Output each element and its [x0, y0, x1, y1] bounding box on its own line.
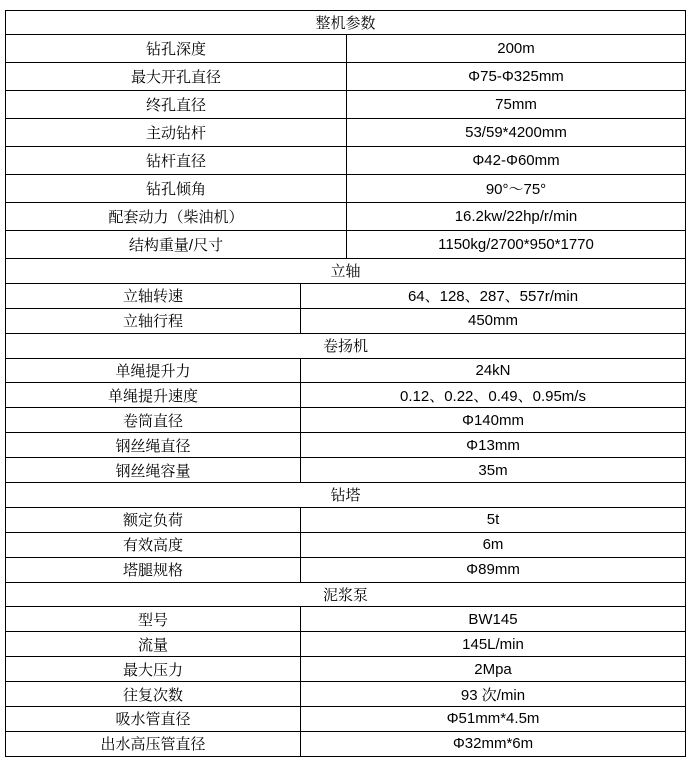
- section-title: 泥浆泵: [322, 587, 368, 605]
- param-value: Φ75-Φ325mm: [468, 68, 564, 85]
- param-value: Φ140mm: [462, 411, 524, 429]
- param-label: 有效高度: [6, 533, 301, 557]
- table-row: [6, 606, 685, 631]
- param-label: 终孔直径: [6, 91, 347, 118]
- param-label: 钢丝绳容量: [6, 458, 301, 482]
- table-row: [6, 706, 685, 731]
- param-value: Φ89mm: [466, 561, 520, 579]
- param-value: 64、128、287、557r/min: [407, 288, 579, 306]
- table-row: [6, 407, 685, 432]
- param-value: 93 次/min: [460, 686, 526, 704]
- table-row: [6, 631, 685, 656]
- param-label: 最大开孔直径: [6, 63, 347, 90]
- param-value: Φ32mm*6m: [452, 735, 534, 753]
- section-header-row: [6, 582, 685, 607]
- param-label: 流量: [6, 632, 301, 656]
- param-label: 吸水管直径: [6, 707, 301, 731]
- param-label: 单绳提升力: [6, 359, 301, 383]
- table-title-row: [6, 11, 685, 34]
- table-row: [6, 34, 685, 62]
- section-title: 立轴: [330, 263, 361, 281]
- section-title: 卷扬机: [322, 338, 368, 356]
- param-label: 单绳提升速度: [6, 383, 301, 407]
- table-row: [6, 457, 685, 482]
- section-header-row: [6, 333, 685, 358]
- param-value: Φ51mm*4.5m: [446, 710, 540, 728]
- param-label: 钢丝绳直径: [6, 433, 301, 457]
- param-value: 2Mpa: [474, 660, 512, 678]
- table-row: [6, 681, 685, 706]
- param-label: 额定负荷: [6, 508, 301, 532]
- param-label: 出水高压管直径: [6, 732, 301, 756]
- param-value: 16.2kw/22hp/r/min: [454, 208, 578, 225]
- param-label: 钻杆直径: [6, 147, 347, 174]
- table-row: [6, 507, 685, 532]
- param-value: 450mm: [467, 312, 519, 330]
- param-label: 钻孔倾角: [6, 175, 347, 202]
- param-label: 钻孔深度: [6, 35, 347, 62]
- table-row: [6, 230, 685, 258]
- param-value: 1150kg/2700*950*1770: [438, 236, 594, 253]
- param-value: 75mm: [495, 96, 537, 113]
- table-row: [6, 557, 685, 582]
- param-label: 立轴转速: [6, 284, 301, 308]
- section-title: 钻塔: [330, 487, 361, 505]
- param-label: 结构重量/尺寸: [6, 231, 347, 258]
- param-value: 0.12、0.22、0.49、0.95m/s: [400, 387, 586, 405]
- param-value: 5t: [486, 511, 500, 529]
- table-row: [6, 432, 685, 457]
- section-header-row: [6, 258, 685, 283]
- table-row: [6, 308, 685, 333]
- param-value: Φ13mm: [466, 436, 520, 454]
- param-value: 35m: [478, 461, 508, 479]
- param-label: 型号: [6, 607, 301, 631]
- param-value: 6m: [482, 536, 504, 554]
- param-value: 90°～75°: [485, 181, 547, 198]
- param-value: 53/59*4200mm: [465, 124, 567, 141]
- param-value: 24kN: [475, 362, 511, 379]
- param-value: 145L/min: [462, 635, 524, 653]
- param-value: BW145: [468, 610, 518, 628]
- spec-table: [5, 10, 686, 757]
- table-row: [6, 656, 685, 681]
- param-value: 200m: [497, 40, 535, 57]
- param-label: 往复次数: [6, 682, 301, 706]
- table-row: [6, 283, 685, 308]
- param-label: 卷筒直径: [6, 408, 301, 432]
- table-row: [6, 382, 685, 407]
- table-row: [6, 358, 685, 383]
- param-label: 主动钻杆: [6, 119, 347, 146]
- param-label: 配套动力（柴油机）: [6, 203, 347, 230]
- param-label: 最大压力: [6, 657, 301, 681]
- param-label: 塔腿规格: [6, 558, 301, 582]
- table-row: [6, 90, 685, 118]
- table-row: [6, 62, 685, 90]
- table-row: [6, 731, 685, 756]
- table-row: [6, 174, 685, 202]
- param-label: 立轴行程: [6, 309, 301, 333]
- table-row: [6, 146, 685, 174]
- table-row: [6, 532, 685, 557]
- param-value: Φ42-Φ60mm: [472, 152, 560, 169]
- table-row: [6, 202, 685, 230]
- table-title: 整机参数: [315, 15, 376, 32]
- table-row: [6, 118, 685, 146]
- section-header-row: [6, 482, 685, 507]
